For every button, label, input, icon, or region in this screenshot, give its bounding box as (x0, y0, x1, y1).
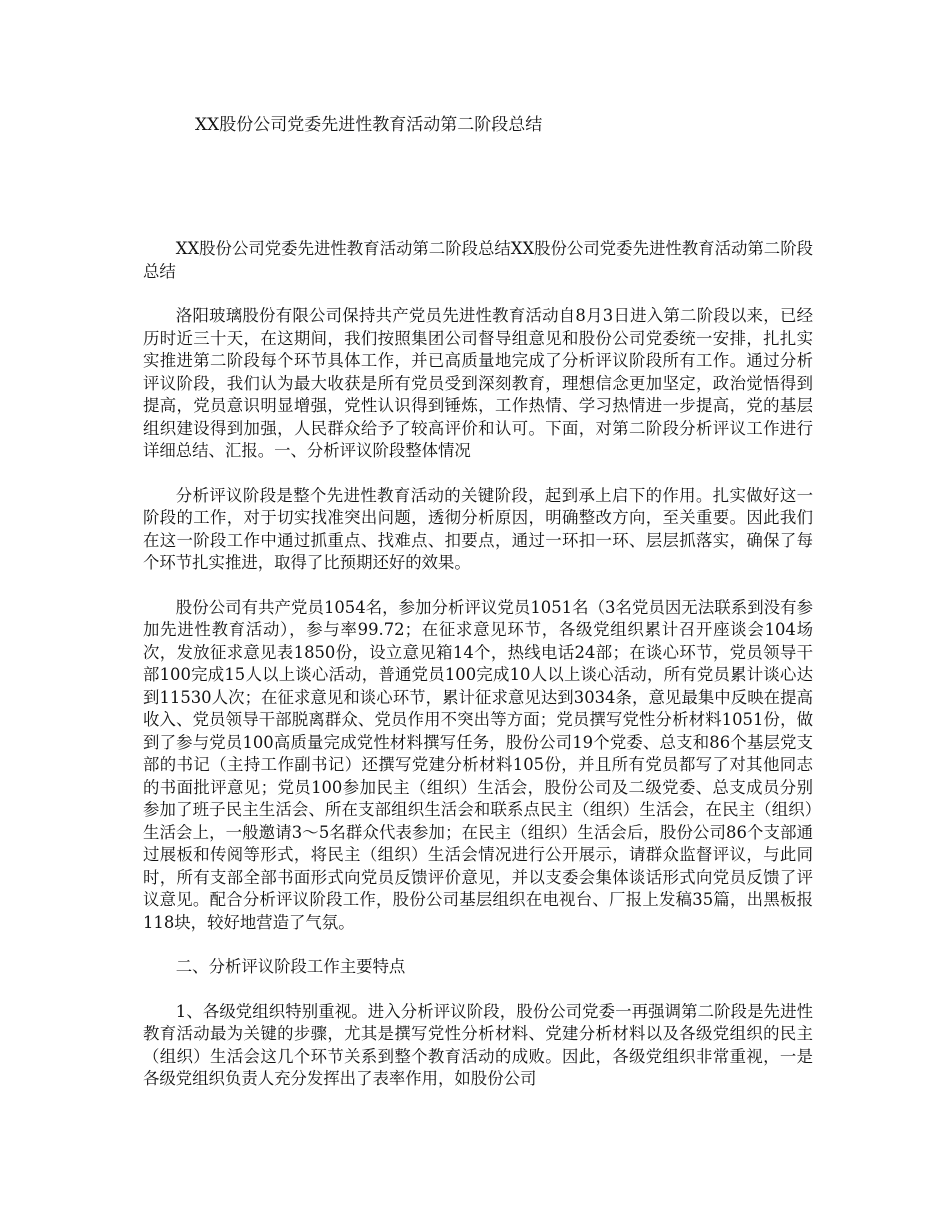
body-paragraph-stage-overview: 分析评议阶段是整个先进性教育活动的关键阶段，起到承上启下的作用。扎实做好这一阶段的工作，对于切实找准突出问题，透彻分析原因，明确整改方向，至关重要。因此我们在这一阶段工作中通过抓重点、找难点、扣要点，通过一环扣一环、层层抓落实，确保了每个环节扎实推进，取得了比预期还好的效果。 (143, 485, 813, 572)
body-paragraph-intro: 洛阳玻璃股份有限公司保持共产党员先进性教育活动自8月3日进入第二阶段以来，已经历时近三十天，在这期间，我们按照集团公司督导组意见和股份公司党委统一安排，扎扎实实推进第二阶段每个环节具体工作，并已高质量地完成了分析评议阶段所有工作。通过分析评议阶段，我们认为最大收获是所有党员受到深刻教育，理想信念更加坚定，政治觉悟得到提高，党员意识明显增强，党性认识得到锤炼，工作热情、学习热情进一步提高，党的基层组织建设得到加强，人民群众给予了较高评价和认可。下面，对第二阶段分析评议工作进行详细总结、汇报。一、分析评议阶段整体情况 (143, 306, 813, 460)
document-title: XX股份公司党委先进性教育活动第二阶段总结 (195, 115, 543, 135)
body-paragraph-statistics: 股份公司有共产党员1054名，参加分析评议党员1051名（3名党员因无法联系到没有参加先进性教育活动），参与率99.72；在征求意见环节，各级党组织累计召开座谈会104场次，发放征求意见表1850份，设立意见箱14个，热线电话24部；在谈心环节，党员领导干部100完成15人以上谈心活动，普通党员100完成10人以上谈心活动，所有党员累计谈心达到11530人次；在征求意见和谈心环节，累计征求意见达到3034条，意见最集中反映在提高收入、党员领导干部脱离群众、党员作用不突出等方面；党员撰写党性分析材料1051份，做到了参与党员100高质量完成党性材料撰写任务，股份公司19个党委、总支和86个基层党支部的书记（主持工作副书记）还撰写党建分析材料105份，并且所有党员都写了对其他同志的书面批评意见；党员100参加民主（组织）生活会，股份公司及二级党委、总支成员分别参加了班子民主生活会、所在支部组织生活会和联系点民主（组织）生活会，在民主（组织）生活会上，一般邀请3～5名群众代表参加；在民主（组织）生活会后，股份公司86个支部通过展板和传阅等形式，将民主（组织）生活会情况进行公开展示，请群众监督评议，与此同时，所有支部全部书面形式向党员反馈评价意见，并以支委会集体谈话形式向党员反馈了评议意见。配合分析评议阶段工作，股份公司基层组织在电视台、厂报上发稿35篇，出黑板报118块，较好地营造了气氛。 (143, 597, 813, 932)
body-paragraph-subtitle: XX股份公司党委先进性教育活动第二阶段总结XX股份公司党委先进性教育活动第二阶段总结 (143, 239, 813, 281)
body-paragraph-feature-1: 1、各级党组织特别重视。进入分析评议阶段，股份公司党委一再强调第二阶段是先进性教育活动最为关键的步骤，尤其是撰写党性分析材料、党建分析材料以及各级党组织的民主（组织）生活会这几个环节关系到整个教育活动的成败。因此，各级党组织非常重视，一是各级党组织负责人充分发挥出了表率作用，如股份公司 (143, 1001, 813, 1088)
section-heading-features: 二、分析评议阶段工作主要特点 (175, 957, 406, 976)
document-body (143, 238, 813, 1091)
